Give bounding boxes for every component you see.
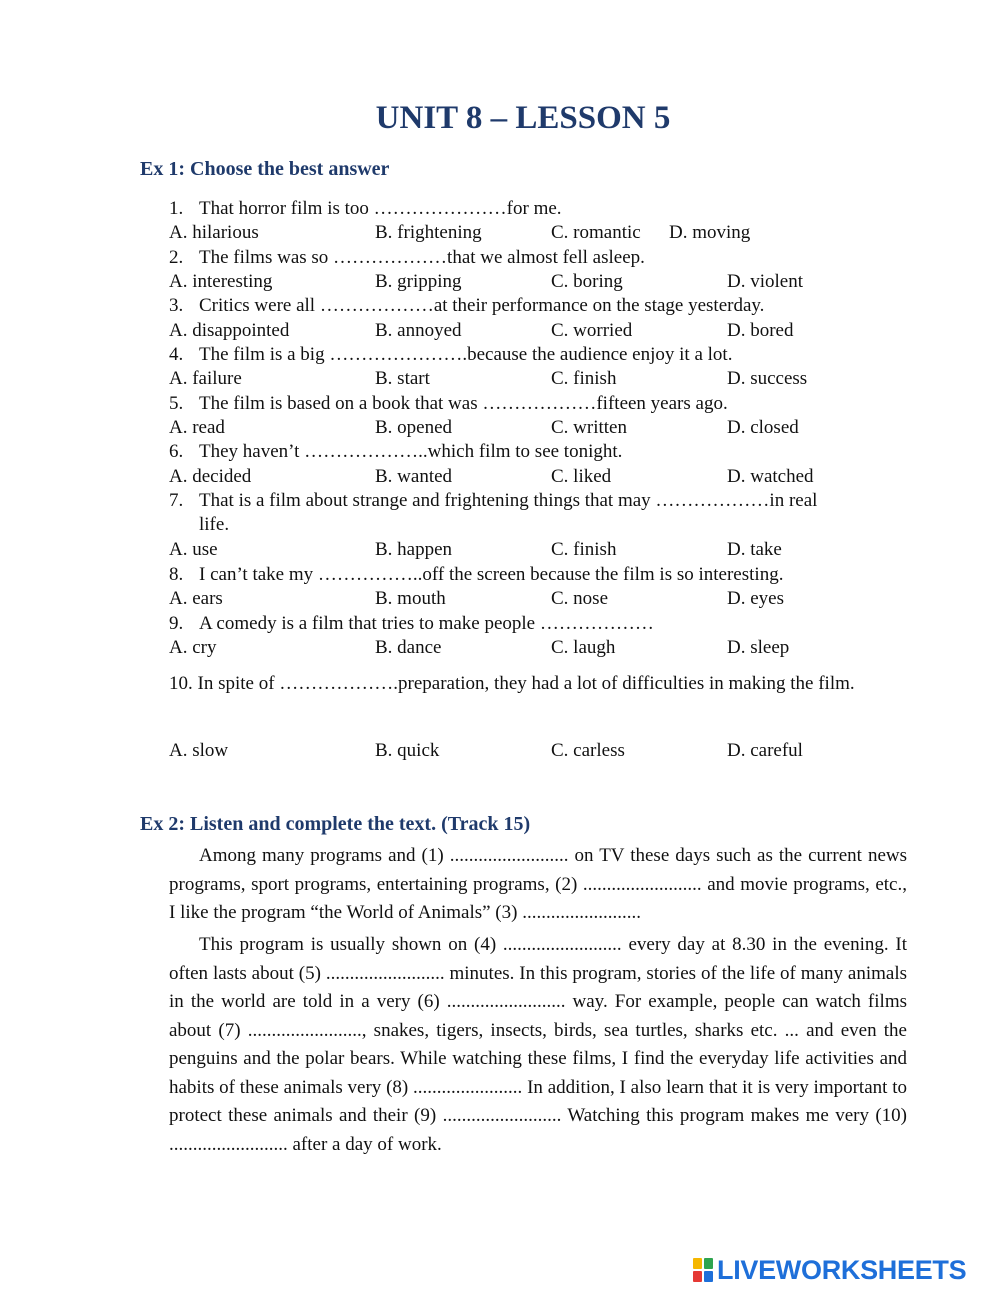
- option-b[interactable]: B. start: [375, 368, 430, 389]
- option-c[interactable]: C. romantic: [551, 222, 641, 243]
- options-8: [169, 587, 909, 611]
- options-3: [169, 319, 909, 343]
- option-a[interactable]: A. decided: [169, 466, 252, 487]
- option-c[interactable]: C. carless: [551, 740, 625, 761]
- question-3: 3. Critics were all ………………at their performance on the stage yesterday.: [169, 295, 765, 316]
- option-b[interactable]: B. gripping: [375, 271, 462, 292]
- option-c[interactable]: C. finish: [551, 368, 617, 389]
- options-4: [169, 367, 909, 391]
- option-b[interactable]: B. wanted: [375, 466, 453, 487]
- option-b[interactable]: B. happen: [375, 539, 453, 560]
- option-a[interactable]: A. interesting: [169, 271, 273, 292]
- option-c[interactable]: C. written: [551, 417, 627, 438]
- liveworksheets-logo-text: LIVEWORKSHEETS: [717, 1254, 967, 1285]
- options-2: [169, 270, 909, 294]
- option-d[interactable]: D. eyes: [727, 588, 784, 609]
- option-d[interactable]: D. bored: [727, 320, 794, 341]
- question-9: 9. A comedy is a film that tries to make people ………………: [169, 613, 654, 634]
- exercise-1-heading: Ex 1: Choose the best answer: [140, 158, 390, 180]
- option-d[interactable]: D. moving: [669, 222, 751, 243]
- option-b[interactable]: B. quick: [375, 740, 440, 761]
- question-10: 10. In spite of ……………….preparation, they had a lot of difficulties in making the film.: [169, 673, 855, 694]
- option-b[interactable]: B. mouth: [375, 588, 446, 609]
- option-a[interactable]: A. slow: [169, 740, 229, 761]
- option-d[interactable]: D. take: [727, 539, 782, 560]
- question-6: 6. They haven’t ………………..which film to see tonight.: [169, 441, 623, 462]
- option-a[interactable]: A. failure: [169, 368, 242, 389]
- exercise-2-heading: Ex 2: Listen and complete the text. (Track 15): [140, 813, 531, 835]
- question-2: 2. The films was so ………………that we almost fell asleep.: [169, 247, 645, 268]
- question-7: 7. That is a film about strange and frightening things that may ………………in real life.: [169, 490, 818, 535]
- question-5: 5. The film is based on a book that was ………………fifteen years ago.: [169, 393, 728, 414]
- options-10: [169, 739, 909, 763]
- option-b[interactable]: B. annoyed: [375, 320, 462, 341]
- option-b[interactable]: B. frightening: [375, 222, 482, 243]
- question-1: 1. That horror film is too …………………for me.: [169, 198, 562, 219]
- question-4: 4. The film is a big ………………….because the audience enjoy it a lot.: [169, 344, 733, 365]
- option-d[interactable]: D. violent: [727, 271, 803, 292]
- option-c[interactable]: C. laugh: [551, 637, 616, 658]
- liveworksheets-logo-icon: [693, 1258, 713, 1282]
- options-6: [169, 465, 909, 489]
- option-d[interactable]: D. success: [727, 368, 808, 389]
- option-a[interactable]: A. disappointed: [169, 320, 290, 341]
- option-c[interactable]: C. worried: [551, 320, 633, 341]
- option-b[interactable]: B. dance: [375, 637, 442, 658]
- option-a[interactable]: A. ears: [169, 588, 223, 609]
- question-8: 8. I can’t take my ……………..off the screen because the film is so interesting.: [169, 564, 784, 585]
- option-c[interactable]: C. liked: [551, 466, 612, 487]
- option-d[interactable]: D. closed: [727, 417, 799, 438]
- option-d[interactable]: D. sleep: [727, 637, 790, 658]
- option-c[interactable]: C. finish: [551, 539, 617, 560]
- option-d[interactable]: D. watched: [727, 466, 814, 487]
- options-9: [169, 636, 909, 660]
- option-a[interactable]: A. use: [169, 539, 218, 560]
- option-a[interactable]: A. cry: [169, 637, 217, 658]
- option-a[interactable]: A. read: [169, 417, 225, 438]
- liveworksheets-logo: [693, 1254, 966, 1286]
- options-1: [169, 221, 909, 245]
- option-c[interactable]: C. nose: [551, 588, 608, 609]
- option-b[interactable]: B. opened: [375, 417, 453, 438]
- option-c[interactable]: C. boring: [551, 271, 623, 292]
- option-a[interactable]: A. hilarious: [169, 222, 259, 243]
- options-5: [169, 416, 909, 440]
- passage-paragraph-2: This program is usually shown on (4) ......................... every day at 8.30 in the evening. It often lasts about (5) ......................... minutes. In this program, stories of the life of many animals in the world are told in a very (6) ......................... way. For example, people can watch films about (7) ........................, snakes, tigers, insects, birds, sea turtles, sharks etc. ... and even the penguins and the polar bears. While watching these films, I find the everyday life activities and habits of these animals very (8) ....................... In addition, I also learn that it is very important to protect these animals and their (9) ......................... Watching this program makes me very (10) ......................... after a day of work.: [169, 934, 907, 1155]
- options-7: [169, 538, 909, 562]
- option-d[interactable]: D. careful: [727, 740, 803, 761]
- passage-paragraph-1: Among many programs and (1) ......................... on TV these days such as the current news programs, sport programs, entertaining programs, (2) ......................... and movie programs, etc., I like the program “the World of Animals” (3) .........................: [169, 845, 907, 923]
- page-title: UNIT 8 – LESSON 5: [375, 100, 671, 136]
